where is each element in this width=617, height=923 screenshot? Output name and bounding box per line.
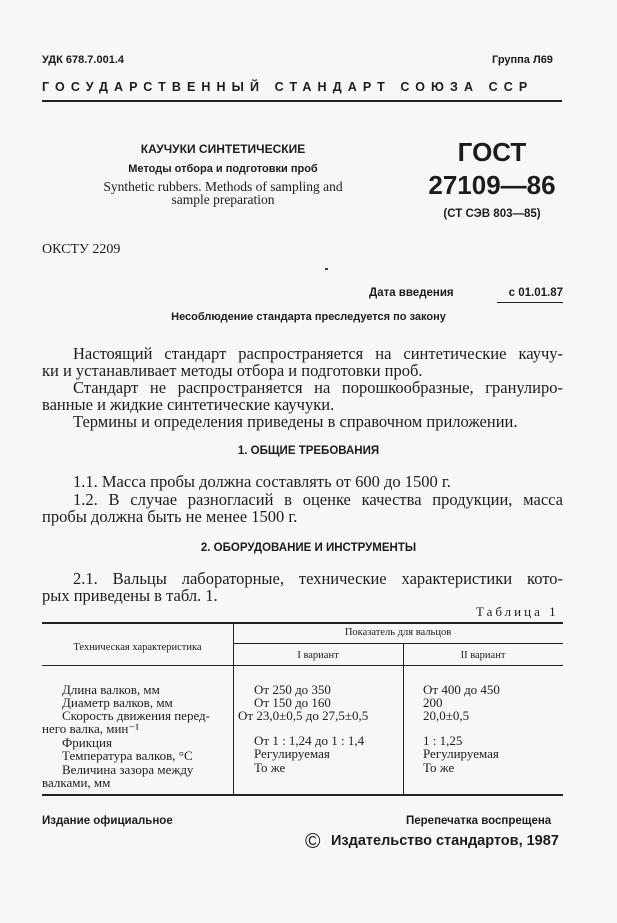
intro-date-value: с 01.01.87: [508, 287, 563, 299]
section1-p1: 1.1. Масса пробы должна составлять от 600 до 1500 г.: [73, 472, 451, 491]
okstu-code: ОКСТУ 2209: [42, 242, 121, 257]
table-header-rule: [42, 665, 563, 666]
header-divider: [42, 100, 562, 102]
intro-date-underline: [497, 302, 563, 303]
table-row-1-v2: От 400 до 450: [423, 682, 500, 697]
intro-p3-line1: Термины и определения приведены в справочном приложении.: [73, 412, 518, 431]
table-header-midrule: [233, 643, 563, 644]
table-row-6-label-cont: валками, мм: [42, 775, 111, 790]
st-sev-number: (СТ СЭВ 803—85): [443, 208, 541, 220]
law-notice: Несоблюдение стандарта преследуется по закону: [171, 311, 446, 323]
table-row-2-v1: От 150 до 160: [254, 695, 331, 710]
state-standard-banner: ГОСУДАРСТВЕННЫЙ СТАНДАРТ СОЮЗА ССР: [42, 80, 534, 94]
print-speck: [325, 268, 328, 270]
table-row-2-v2: 200: [423, 695, 443, 710]
table-row-5-label: Температура валков, °С: [62, 748, 193, 763]
section2-heading: 2. ОБОРУДОВАНИЕ И ИНСТРУМЕНТЫ: [200, 542, 417, 554]
section1-heading: 1. ОБЩИЕ ТРЕБОВАНИЯ: [237, 445, 380, 457]
table-row-4-v1: От 1 : 1,24 до 1 : 1,4: [254, 733, 365, 748]
table-row-2-label: Диаметр валков, мм: [62, 695, 173, 710]
title-ru-sub: Методы отбора и подготовки проб: [128, 163, 318, 175]
table-row-3-v1: От 23,0±0,5 до 27,5±0,5: [238, 708, 369, 723]
section2-p1-line2: рых приведены в табл. 1.: [42, 586, 218, 605]
table-bottom-rule: [42, 794, 563, 796]
table-row-3-v2: 20,0±0,5: [423, 708, 470, 723]
table-row-4-label: Фрикция: [62, 735, 112, 750]
table-body-vline-2: [403, 666, 404, 794]
intro-p2-line1: Стандарт не распространяется на порошкообразные, гранулиро-: [73, 378, 563, 397]
title-en-line2: sample preparation: [171, 192, 275, 207]
title-en-line1: Synthetic rubbers. Methods of sampling and: [103, 179, 343, 194]
official-edition: Издание официальное: [42, 815, 173, 827]
table-row-3-label: Скорость движения перед-: [62, 708, 210, 723]
table-row-5-v1: Регулируемая: [254, 746, 330, 761]
reprint-notice: Перепечатка воспрещена: [406, 815, 552, 827]
copyright-symbol: ©: [305, 830, 321, 853]
table-row-1-v1: От 250 до 350: [254, 682, 331, 697]
gost-number: 27109—86: [428, 170, 556, 200]
table-row-4-v2: 1 : 1,25: [423, 733, 463, 748]
table-row-6-v1: То же: [254, 760, 286, 775]
intro-p2-line2: ванные и жидкие синтетические каучуки.: [42, 395, 335, 414]
udk-code: УДК 678.7.001.4: [42, 54, 125, 66]
col-header-v2: II вариант: [460, 650, 506, 661]
table-body-vline-1: [233, 666, 234, 794]
gost-label: ГОСТ: [457, 137, 527, 167]
table-caption: Таблица 1: [476, 604, 559, 619]
section1-p2-line2: пробы должна быть не менее 1500 г.: [42, 507, 298, 526]
table-row-1-label: Длина валков, мм: [62, 682, 160, 697]
table-top-rule: [42, 622, 563, 624]
intro-date-label: Дата введения: [369, 287, 454, 299]
table-row-3-label-cont: него валка, мин⁻¹: [42, 721, 140, 736]
intro-p1-line2: ки и устанавливает методы отбора и подготовки проб.: [42, 361, 423, 380]
section1-p2-line1: 1.2. В случае разногласий в оценке качества продукции, масса: [73, 490, 563, 509]
col-header-group: Показатель для вальцов: [344, 627, 452, 638]
group-code: Группа Л69: [492, 54, 553, 66]
section2-p1-line1: 2.1. Вальцы лабораторные, технические характеристики кото-: [73, 569, 563, 588]
title-ru-main: КАУЧУКИ СИНТЕТИЧЕСКИЕ: [140, 142, 306, 156]
col-header-characteristic: Техническая характеристика: [73, 642, 202, 653]
table-row-6-v2: То же: [423, 760, 455, 775]
table-row-6-label: Величина зазора между: [62, 762, 194, 777]
col-header-v1: I вариант: [297, 650, 339, 661]
table-row-5-v2: Регулируемая: [423, 746, 499, 761]
intro-p1-line1: Настоящий стандарт распространяется на синтетические каучу-: [73, 344, 563, 363]
publisher-line: Издательство стандартов, 1987: [331, 833, 559, 849]
